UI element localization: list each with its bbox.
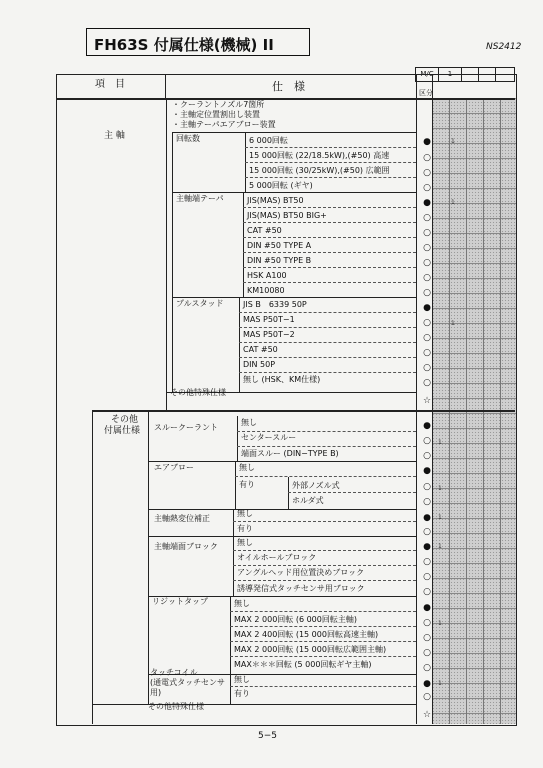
taper-option-2: JIS(MAS) BT50 BIG+ (247, 211, 327, 220)
air-sub-2: ホルダ式 (292, 496, 324, 505)
taper-top-rule (172, 192, 416, 193)
std-mark: ● (423, 542, 431, 552)
speed-option-2: 15 000回転 (22/18.5kW),(#50) 高速 (249, 151, 390, 160)
touch-label-2: (通電式タッチセンサ (150, 678, 225, 687)
opt-mark: ○ (423, 692, 431, 702)
row-rule (237, 431, 416, 432)
opt-mark: ○ (423, 363, 431, 373)
document-number: NS2412 (486, 42, 522, 52)
row-rule (235, 476, 416, 477)
pull-option-1: JIS B 6339 50P (243, 300, 307, 309)
opt-mark: ○ (423, 557, 431, 567)
opt-mark: ○ (423, 527, 431, 537)
other-left-divider (92, 410, 93, 724)
speed-option-1: 6 000回転 (249, 136, 288, 145)
taper-option-4: DIN #50 TYPE A (247, 241, 312, 250)
mc-label: M/C (415, 67, 439, 82)
opt-mark: ○ (423, 288, 431, 298)
taper-label: 主軸端テーパ (176, 194, 224, 203)
row-rule (230, 686, 416, 687)
special-mark: ☆ (422, 396, 432, 406)
air-divider (235, 461, 236, 509)
pull-label: プルスタッド (176, 299, 224, 308)
thermal-option-1: 無し (237, 509, 253, 518)
other-special-label: その他特殊仕様 (148, 702, 204, 711)
block-option-4: 誘導発信式タッチセンサ用ブロック (237, 584, 365, 593)
mc-count: 1 (438, 485, 442, 492)
opt-mark: ○ (423, 378, 431, 388)
air-label: エアブロー (154, 463, 194, 472)
through-divider (237, 416, 238, 461)
thermal-divider (233, 509, 234, 536)
through-option-1: 無し (241, 418, 257, 427)
other-label-2: 付属仕様 (104, 426, 141, 436)
rigid-option-3: MAX 2 400回転 (15 000回転高速主軸) (234, 630, 379, 639)
opt-mark: ○ (423, 183, 431, 193)
opt-mark: ○ (423, 497, 431, 507)
opt-mark: ○ (423, 572, 431, 582)
speed-label: 回転数 (176, 134, 200, 143)
row-rule (233, 521, 416, 522)
opt-mark: ○ (423, 348, 431, 358)
row-rule (243, 207, 416, 208)
kubun-divider (416, 74, 417, 724)
opt-mark: ○ (423, 243, 431, 253)
std-mark: ● (423, 198, 431, 208)
row-rule (239, 372, 416, 373)
thermal-top-rule (148, 509, 416, 510)
std-mark: ● (423, 679, 431, 689)
through-option-2: センタースルー (241, 433, 297, 442)
air-sub-1: 外部ノズル式 (292, 481, 340, 490)
row-rule (239, 342, 416, 343)
other-label-1: その他 (111, 415, 139, 425)
opt-mark: ○ (423, 228, 431, 238)
other-special-rule (92, 704, 416, 705)
pull-option-5: DIN 50P (243, 360, 276, 369)
pull-option-3: MAS P50T−2 (243, 330, 295, 339)
speed-top-rule (172, 132, 416, 133)
row-rule (243, 222, 416, 223)
row-rule (233, 580, 416, 581)
block-option-3: アングルヘッド用位置決めブロック (237, 568, 365, 577)
rigid-option-5: MAX＊＊＊回転 (5 000回転ギヤ主軸) (234, 660, 372, 669)
block-label: 主軸端面ブロック (154, 542, 218, 551)
row-rule (230, 626, 416, 627)
block-option-2: オイルホールブロック (237, 553, 317, 562)
thermal-option-2: 有り (237, 524, 253, 533)
mc-dash-1: — (461, 67, 479, 82)
taper-option-5: DIN #50 TYPE B (247, 256, 312, 265)
pull-option-2: MAS P50T−1 (243, 315, 295, 324)
air-yes: 有り (239, 480, 255, 489)
opt-mark: ○ (423, 318, 431, 328)
rigid-option-1: 無し (234, 599, 250, 608)
touch-divider (230, 674, 231, 704)
through-label: スルークーラント (154, 423, 218, 432)
block-top-rule (148, 536, 416, 537)
row-rule (288, 492, 416, 493)
taper-option-6: HSK A100 (247, 271, 287, 280)
opt-mark: ○ (423, 273, 431, 283)
row-rule (243, 282, 416, 283)
air-none: 無し (239, 463, 255, 472)
std-mark: ● (423, 421, 431, 431)
touch-label-3: 用) (150, 688, 162, 697)
pull-top-rule (172, 297, 416, 298)
std-mark: ● (423, 303, 431, 313)
special-mark: ☆ (422, 710, 432, 720)
row-rule (245, 147, 416, 148)
rigid-divider (230, 596, 231, 674)
mc-count: 1 (438, 620, 442, 627)
touch-option-1: 無し (234, 675, 250, 684)
row-rule (245, 177, 416, 178)
block-divider (233, 536, 234, 596)
row-rule (243, 237, 416, 238)
mc-count: 1 (438, 514, 442, 521)
row-rule (243, 267, 416, 268)
touch-label-1: タッチコイル (150, 668, 198, 677)
opt-mark: ○ (423, 258, 431, 268)
mc-count: 1 (451, 199, 455, 206)
opt-mark: ○ (423, 213, 431, 223)
rigid-label: リジットタップ (152, 597, 208, 606)
rigid-option-4: MAX 2 000回転 (15 000回転広範囲主軸) (234, 645, 387, 654)
spindle-label: 主 軸 (104, 131, 125, 141)
rigid-option-2: MAX 2 000回転 (6 000回転主軸) (234, 615, 357, 624)
page-number: 5−5 (258, 731, 277, 741)
header-divider (165, 74, 166, 98)
opt-mark: ○ (423, 633, 431, 643)
row-rule (230, 611, 416, 612)
section-rule (92, 410, 515, 412)
row-rule (239, 357, 416, 358)
row-rule (239, 312, 416, 313)
other-divider (148, 410, 149, 704)
opt-mark: ○ (423, 168, 431, 178)
block-option-1: 無し (237, 538, 253, 547)
row-rule (230, 641, 416, 642)
row-rule (245, 162, 416, 163)
opt-mark: ○ (423, 587, 431, 597)
spindle-sub-divider (172, 132, 173, 392)
mc-count: 1 (451, 138, 455, 145)
std-mark: ● (423, 603, 431, 613)
opt-mark: ○ (423, 482, 431, 492)
std-mark: ● (423, 466, 431, 476)
mc-value: 1 (438, 67, 462, 82)
air-top-rule (148, 461, 416, 462)
pull-option-4: CAT #50 (243, 345, 278, 354)
spindle-divider (166, 98, 167, 410)
thermal-label: 主軸熱変位補正 (154, 514, 210, 523)
speed-option-3: 15 000回転 (30/25kW),(#50) 広範囲 (249, 166, 390, 175)
air-sub-divider (288, 477, 289, 509)
through-option-3: 端面スルー (DIN−TYPE B) (241, 449, 339, 458)
row-rule (230, 656, 416, 657)
mc-dash-2: — (478, 67, 496, 82)
mc-count: 1 (451, 320, 455, 327)
row-rule (233, 565, 416, 566)
touch-option-2: 有り (234, 689, 250, 698)
row-rule (237, 446, 416, 447)
opt-mark: ○ (423, 663, 431, 673)
kubun-header: 区分 (419, 89, 433, 97)
row-rule (243, 252, 416, 253)
opt-mark: ○ (423, 618, 431, 628)
header-rule (56, 98, 515, 100)
spindle-note-3: ・主軸テーパエアブロー装置 (172, 120, 276, 129)
std-mark: ● (423, 137, 431, 147)
item-header: 項 目 (95, 79, 125, 90)
mc-dash-3: — (495, 67, 515, 82)
mc-count: 1 (438, 439, 442, 446)
taper-option-1: JIS(MAS) BT50 (247, 196, 304, 205)
speed-option-4: 5 000回転 (ギヤ) (249, 181, 313, 190)
row-rule (239, 327, 416, 328)
spindle-note-2: ・主軸定位置割出し装置 (172, 110, 260, 119)
pull-option-6: 無し (HSK、KM仕様) (243, 375, 321, 384)
row-rule (233, 550, 416, 551)
spec-header: 仕 様 (272, 80, 305, 93)
opt-mark: ○ (423, 648, 431, 658)
mc-count: 1 (438, 543, 442, 550)
page-title: FH63S 付属仕様(機械) II (94, 36, 274, 54)
spindle-note-1: ・クーラントノズル7箇所 (172, 100, 265, 109)
taper-option-7: KM10080 (247, 286, 285, 295)
opt-mark: ○ (423, 333, 431, 343)
mc-count: 1 (438, 680, 442, 687)
opt-mark: ○ (423, 451, 431, 461)
taper-option-3: CAT #50 (247, 226, 282, 235)
opt-mark: ○ (423, 153, 431, 163)
opt-mark: ○ (423, 436, 431, 446)
spindle-special-label: その他特殊仕様 (170, 388, 226, 397)
std-mark: ● (423, 513, 431, 523)
